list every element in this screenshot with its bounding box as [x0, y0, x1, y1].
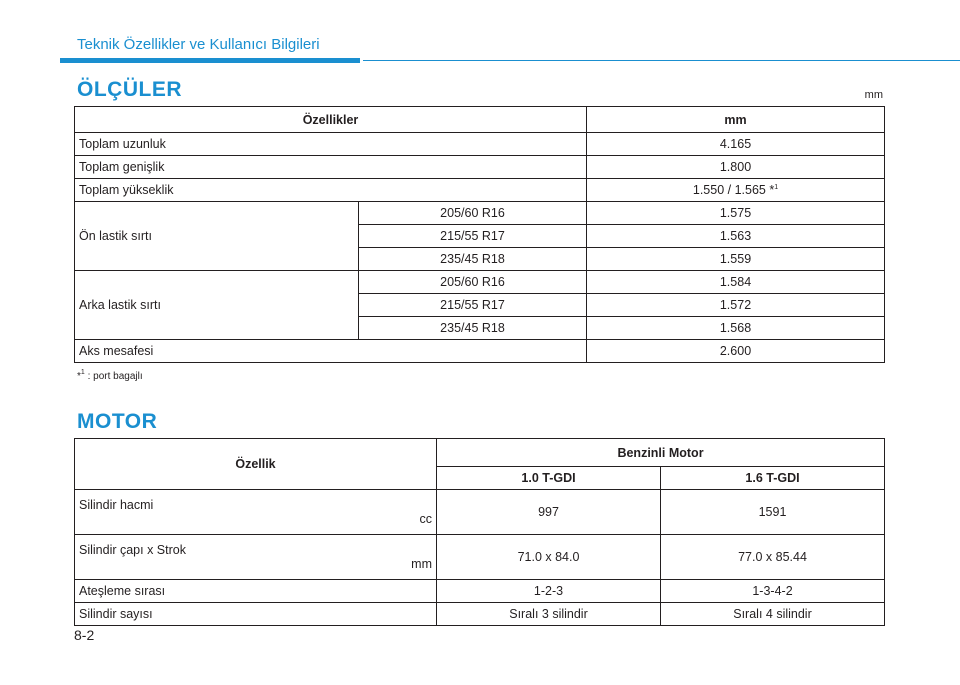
table-row	[75, 156, 885, 179]
column-header-mm: mm	[587, 107, 885, 133]
row-unit: cc	[419, 512, 432, 526]
note-number: 1	[774, 184, 779, 191]
row-value: 77.0 x 85.44	[661, 535, 885, 580]
column-header-engine-a: 1.0 T-GDI	[437, 467, 661, 490]
tire-size: 235/45 R18	[359, 248, 587, 271]
engine-table	[74, 438, 885, 626]
tire-size: 215/55 R17	[359, 225, 587, 248]
table-header-row	[75, 107, 885, 133]
row-value: 997	[437, 490, 661, 535]
row-label-text: Silindir çapı x Strok	[79, 543, 186, 557]
row-value: 1.563	[587, 225, 885, 248]
row-value: 1.572	[587, 294, 885, 317]
row-value: 1591	[661, 490, 885, 535]
tire-size: 205/60 R16	[359, 202, 587, 225]
column-header-engine-b: 1.6 T-GDI	[661, 467, 885, 490]
page-number: 8-2	[74, 627, 95, 643]
table-row	[75, 271, 885, 294]
height-value: 1.550 / 1.565	[692, 183, 766, 197]
row-label: Arka lastik sırtı	[75, 271, 359, 340]
row-value: 1.568	[587, 317, 885, 340]
chapter-title: Teknik Özellikler ve Kullanıcı Bilgileri	[77, 36, 320, 53]
column-header-feature: Özellik	[75, 439, 437, 490]
table-row	[75, 340, 885, 363]
note-mark: *	[769, 183, 775, 197]
header-rule-thin	[363, 60, 960, 61]
row-value: Sıralı 3 silindir	[437, 603, 661, 626]
footnote	[77, 369, 143, 382]
row-label: Toplam genişlik	[75, 156, 587, 179]
table-row	[75, 133, 885, 156]
footnote-mark: *	[77, 371, 81, 382]
row-value: 1-2-3	[437, 580, 661, 603]
row-value: 4.165	[587, 133, 885, 156]
table-row	[75, 535, 885, 580]
header-rule-thick	[60, 58, 360, 63]
row-value: 1.575	[587, 202, 885, 225]
footnote-text: : port bagajlı	[84, 371, 143, 382]
row-label: Ön lastik sırtı	[75, 202, 359, 271]
column-header-feature: Özellikler	[75, 107, 587, 133]
row-value: 1.559	[587, 248, 885, 271]
row-label-text: Silindir hacmi	[79, 498, 154, 512]
row-label: Ateşleme sırası	[75, 580, 437, 603]
row-value: 1-3-4-2	[661, 580, 885, 603]
tire-size: 205/60 R16	[359, 271, 587, 294]
row-unit: mm	[411, 557, 432, 571]
row-label: Aks mesafesi	[75, 340, 587, 363]
tire-size: 215/55 R17	[359, 294, 587, 317]
row-value: 71.0 x 84.0	[437, 535, 661, 580]
row-value: 2.600	[587, 340, 885, 363]
table-row	[75, 603, 885, 626]
dimensions-table	[74, 106, 885, 363]
row-value	[587, 179, 885, 202]
row-label: Toplam yükseklik	[75, 179, 587, 202]
table-row	[75, 202, 885, 225]
row-label: Silindir sayısı	[75, 603, 437, 626]
row-value: 1.584	[587, 271, 885, 294]
row-value: 1.800	[587, 156, 885, 179]
unit-label: mm	[864, 89, 883, 101]
row-label	[75, 535, 437, 580]
column-header-gasoline: Benzinli Motor	[437, 439, 885, 467]
table-header-row	[75, 439, 885, 467]
table-row	[75, 490, 885, 535]
tire-size: 235/45 R18	[359, 317, 587, 340]
row-label: Toplam uzunluk	[75, 133, 587, 156]
row-label	[75, 490, 437, 535]
row-value: Sıralı 4 silindir	[661, 603, 885, 626]
section-title-engine: MOTOR	[77, 410, 158, 433]
table-row	[75, 179, 885, 202]
footnote-number: 1	[80, 369, 85, 376]
section-title-dimensions: ÖLÇÜLER	[77, 78, 182, 101]
table-row	[75, 580, 885, 603]
